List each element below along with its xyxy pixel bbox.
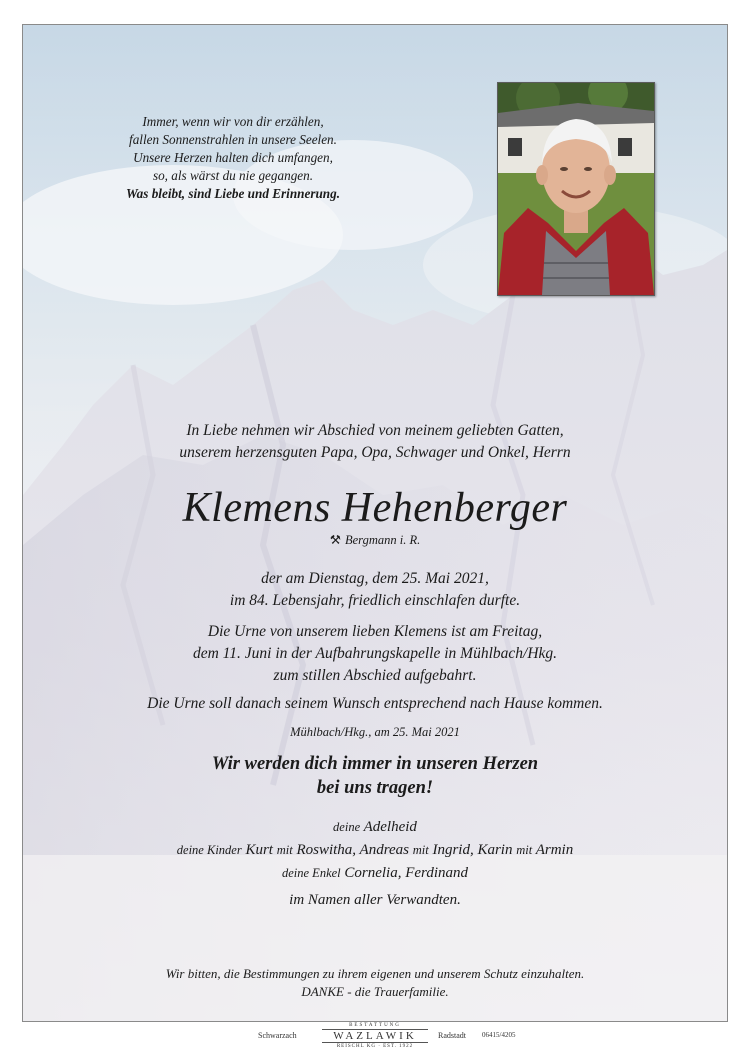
- family-relatives: im Namen aller Verwandten.: [289, 892, 461, 908]
- wife-name: Adelheid: [363, 819, 417, 835]
- intro-line: In Liebe nehmen wir Abschied von meinem geliebten Gatten,: [186, 422, 564, 439]
- family-grandchildren: [23, 861, 727, 885]
- intro-line: unserem herzensguten Papa, Opa, Schwager und Onkel, Herrn: [179, 444, 571, 461]
- occupation-text: Bergmann i. R.: [344, 533, 421, 547]
- hammer-and-pick-icon: ⚒: [329, 533, 341, 547]
- partner-name: Ingrid,: [432, 842, 474, 858]
- urn-line: Die Urne von unserem lieben Klemens ist am Freitag,: [207, 623, 543, 640]
- wife-label: deine: [333, 820, 361, 834]
- portrait-photo: [497, 82, 655, 296]
- urn-notice: [23, 621, 727, 687]
- with-label: mit: [412, 843, 429, 857]
- child-name: Karin: [477, 842, 513, 858]
- deceased-name: Klemens Hehenberger: [182, 485, 568, 531]
- verse-closing: Was bleibt, sind Liebe und Erinnerung.: [125, 186, 341, 201]
- place-date: Mühlbach/Hkg., am 25. Mai 2021: [290, 725, 460, 739]
- urn-line: zum stillen Abschied aufgebahrt.: [273, 667, 477, 684]
- urn-line: dem 11. Juni in der Aufbahrungskapelle in Mühlbach/Hkg.: [192, 645, 558, 662]
- home-notice: Die Urne soll danach seinem Wunsch entsprechend nach Hause kommen.: [147, 695, 603, 712]
- motto-line: Wir werden dich immer in unseren Herzen: [211, 754, 539, 774]
- logo-main-text: WAZLAWIK: [322, 1029, 428, 1043]
- logo-top-text: BESTATTUNG: [349, 1023, 401, 1028]
- footer-location-left: Schwarzach: [258, 1031, 297, 1040]
- obituary-sheet: [22, 24, 728, 1022]
- with-label: mit: [516, 843, 533, 857]
- request-line: DANKE - die Trauerfamilie.: [301, 984, 449, 999]
- logo-bottom-text: REISCHL KG · EST. 1922: [336, 1044, 414, 1049]
- verse-line: so, als wärst du nie gegangen.: [152, 168, 314, 183]
- death-line: im 84. Lebensjahr, friedlich einschlafen durfte.: [229, 592, 521, 609]
- request-line: Wir bitten, die Bestimmungen zu ihrem eigenen und unserem Schutz einzuhalten.: [165, 966, 585, 981]
- with-label: mit: [276, 843, 293, 857]
- farewell-intro: [23, 420, 727, 464]
- covid-request: [23, 965, 727, 1001]
- partner-name: Armin: [535, 842, 574, 858]
- child-name: Kurt: [245, 842, 273, 858]
- child-name: Andreas: [359, 842, 409, 858]
- death-notice: [23, 568, 727, 612]
- motto-line: bei uns tragen!: [316, 778, 434, 798]
- verse-line: fallen Sonnenstrahlen in unsere Seelen.: [129, 132, 337, 147]
- children-label: deine Kinder: [176, 843, 242, 857]
- grandchildren-names: Cornelia, Ferdinand: [344, 865, 468, 881]
- memorial-verse: [113, 113, 353, 203]
- occupation: [23, 532, 727, 548]
- verse-line: Unsere Herzen halten dich umfangen,: [133, 150, 333, 165]
- funeral-home-footer: [0, 1022, 750, 1052]
- footer-phone: 06415/4205: [482, 1031, 516, 1039]
- footer-location-right: Radstadt: [438, 1031, 466, 1040]
- family-children: [23, 838, 727, 862]
- death-line: der am Dienstag, dem 25. Mai 2021,: [261, 570, 489, 587]
- verse-line: Immer, wenn wir von dir erzählen,: [142, 114, 324, 129]
- grandchildren-label: deine Enkel: [281, 866, 341, 880]
- family-wife: [23, 815, 727, 839]
- funeral-home-logo: [322, 1022, 428, 1050]
- partner-name: Roswitha,: [296, 842, 357, 858]
- memorial-motto: [23, 752, 727, 800]
